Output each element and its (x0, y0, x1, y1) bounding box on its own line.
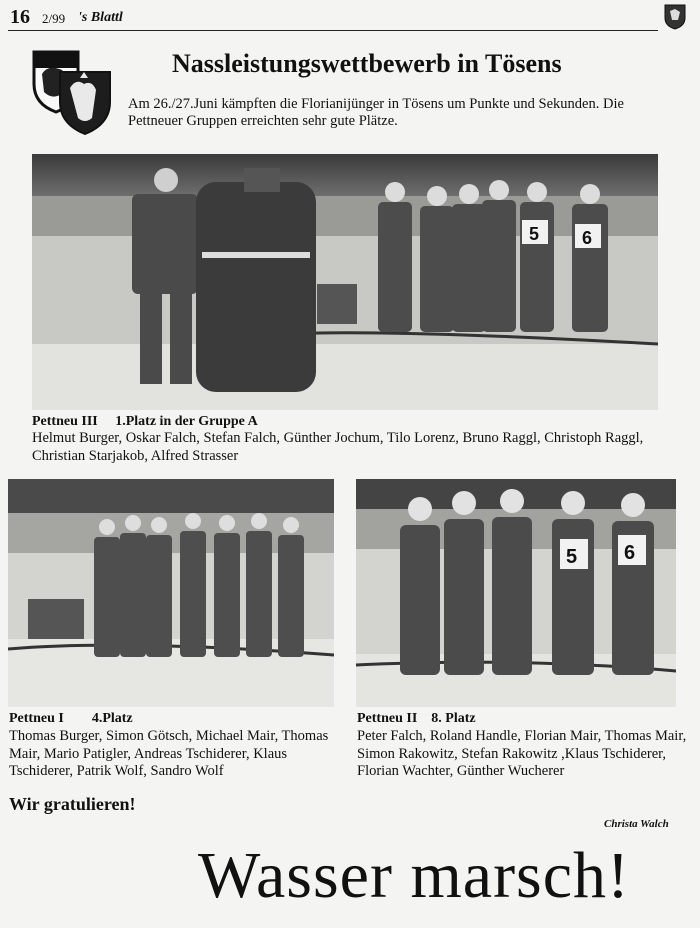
congratulations-heading: Wir gratulieren! (9, 794, 136, 814)
placement: 1.Platz in der Gruppe A (115, 414, 258, 429)
article-intro: Am 26./27.Juni kämpften die Florianijünger in Tösens um Punkte und Sekunden. Die Pettneuer Gruppen erreichten sehr gute Plätze. (128, 96, 624, 129)
bib-number: 5 (529, 224, 540, 244)
page-number: 16 (10, 6, 30, 28)
placement: 4.Platz (91, 711, 133, 726)
bib-number: 5 (566, 546, 578, 568)
team-photo-pettneu-ii (356, 479, 676, 707)
article-headline: Nassleistungswettbewerb in Tösens (172, 49, 562, 78)
fire-brigade-emblem-icon (32, 48, 114, 136)
bib-number: 6 (624, 542, 636, 564)
bib-number: 6 (582, 228, 593, 248)
team-name: Pettneu I (9, 711, 64, 726)
magazine-name: 's Blattl (78, 10, 123, 25)
placement: 8. Platz (431, 711, 476, 726)
team-photo-pettneu-i (8, 479, 334, 707)
caption-names-pettneu-ii: Peter Falch, Roland Handle, Florian Mair, Thomas Mair, Simon Rakowitz, Stefan Rakowitz ,Klaus Tschiderer, Florian Wachter, Günther Wucherer (357, 728, 687, 779)
header-rule (8, 30, 658, 31)
caption-names-pettneu-i: Thomas Burger, Simon Götsch, Michael Mair, Thomas Mair, Mario Patigler, Andreas Tschiderer, Klaus Tschiderer, Patrik Wolf, Sandro Wolf (9, 728, 329, 779)
team-name: Pettneu II (357, 711, 418, 726)
caption-title-pettneu-i (9, 711, 133, 727)
author-name: Christa Walch (604, 818, 669, 830)
issue-number: 2/99 (42, 11, 66, 26)
team-photo-pettneu-iii (32, 154, 658, 410)
caption-title-pettneu-iii (32, 414, 258, 430)
caption-title-pettneu-ii (357, 711, 476, 727)
caption-names-pettneu-iii: Helmut Burger, Oskar Falch, Stefan Falch, Günther Jochum, Tilo Lorenz, Bruno Raggl, Christoph Raggl, Christian Starjakob, Alfred Strasser (32, 430, 644, 464)
slogan: Wasser marsch! (198, 839, 631, 912)
team-name: Pettneu III (32, 414, 98, 429)
crest-icon (664, 4, 686, 30)
